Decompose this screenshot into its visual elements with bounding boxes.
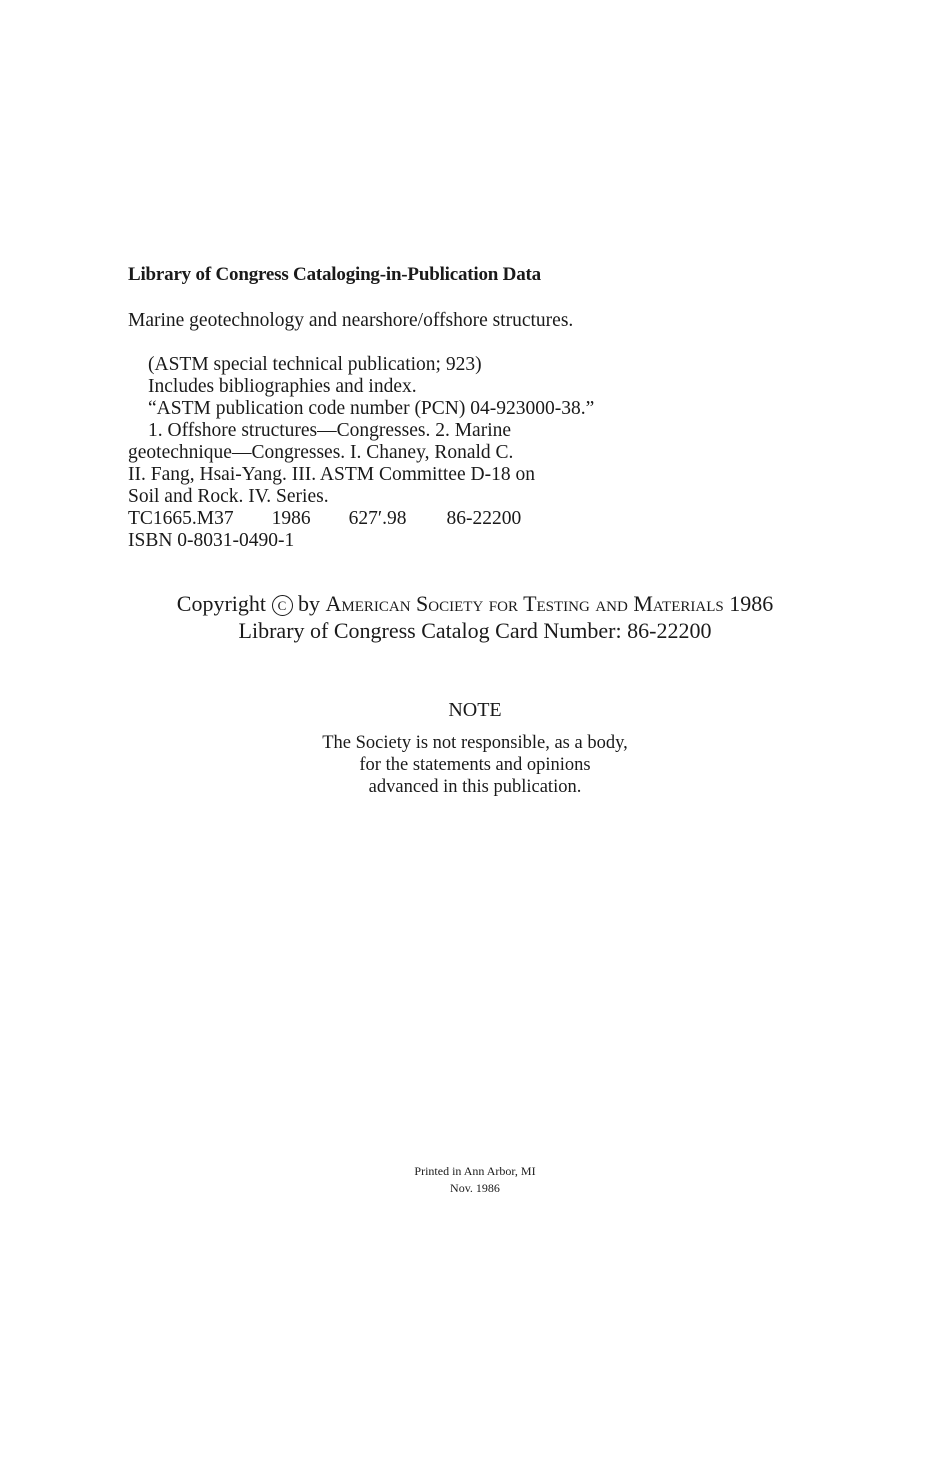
cip-dewey: 627′.98 (348, 508, 407, 529)
cip-subject-line: geotechnique—Congresses. I. Chaney, Ronald C. (128, 442, 514, 463)
cip-title: Marine geotechnology and nearshore/offshore structures. (128, 310, 574, 331)
copyright-prefix: Copyright (176, 591, 266, 616)
copyright-line (0, 590, 950, 617)
printed-date: Nov. 1986 (450, 1181, 500, 1195)
note-line: for the statements and opinions (359, 755, 591, 775)
cip-series-note: (ASTM special technical publication; 923) (148, 354, 482, 375)
note-title: NOTE (448, 699, 502, 721)
note-line: advanced in this publication. (368, 777, 582, 797)
cip-isbn: ISBN 0-8031-0490-1 (128, 530, 295, 551)
copyright-symbol-icon: C (272, 595, 293, 616)
cip-classification: TC1665.M37 (128, 508, 234, 529)
cip-record (128, 354, 594, 552)
catalog-card-number: Library of Congress Catalog Card Number: 86-22200 (238, 618, 712, 643)
copyright-notice (0, 590, 950, 644)
printing-info (0, 1163, 950, 1197)
cip-heading: Library of Congress Cataloging-in-Publication Data (128, 264, 541, 285)
copyright-by: by (298, 591, 320, 616)
copyright-year: 1986 (729, 591, 774, 616)
cip-lccn: 86-22200 (446, 508, 522, 529)
cip-subject-line: Soil and Rock. IV. Series. (128, 486, 329, 507)
copyright-publisher: American Society for Testing and Materials (325, 591, 724, 616)
cip-pcn-note: “ASTM publication code number (PCN) 04-923000-38.” (148, 398, 595, 419)
note-line: The Society is not responsible, as a body, (322, 733, 628, 753)
cip-year: 1986 (271, 508, 311, 529)
note-section (0, 698, 950, 798)
cip-subject-line: II. Fang, Hsai-Yang. III. ASTM Committee D-18 on (128, 464, 535, 485)
cip-bibliography-note: Includes bibliographies and index. (148, 376, 417, 397)
cip-call-number (128, 508, 594, 530)
note-text (0, 732, 950, 798)
cip-subject-line: 1. Offshore structures—Congresses. 2. Marine (148, 420, 512, 441)
printed-location: Printed in Ann Arbor, MI (414, 1164, 536, 1178)
